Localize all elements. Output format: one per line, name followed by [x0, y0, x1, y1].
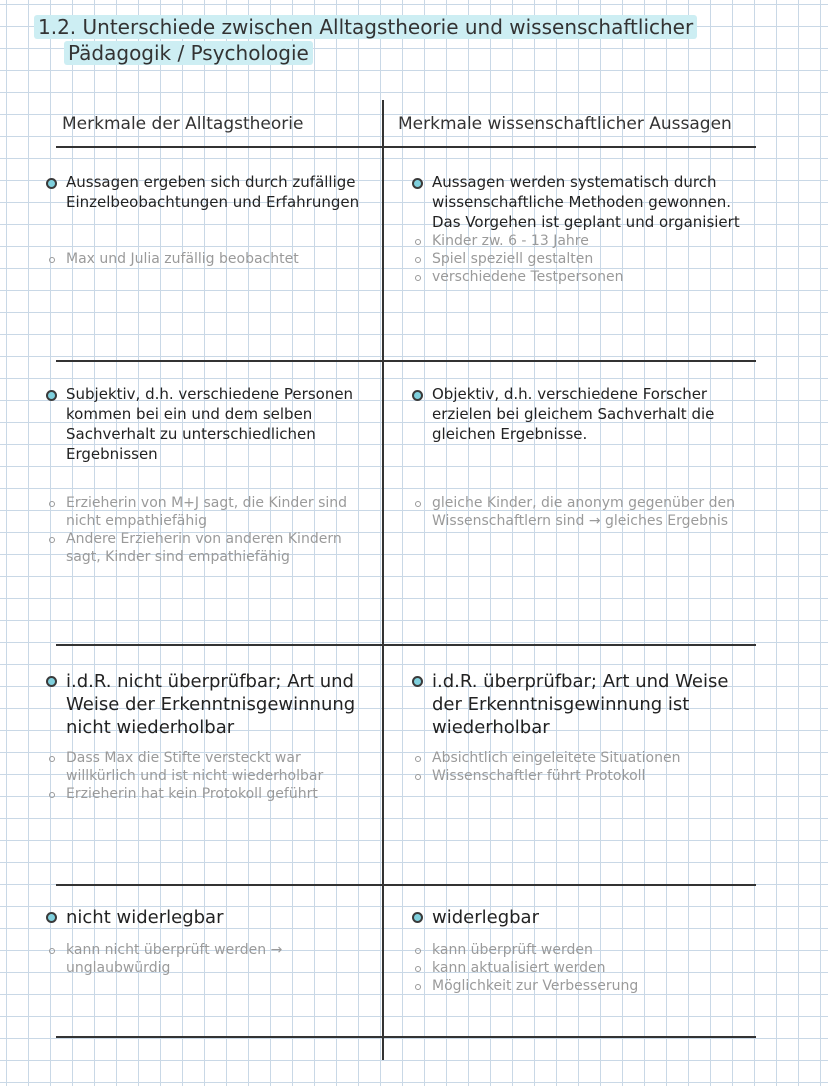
row1-left-cell [44, 172, 374, 268]
row3-left-example-1: Dass Max die Stifte versteckt war willkürlich und ist nicht wiederholbar [44, 749, 374, 785]
row1-right-example-3: verschiedene Testpersonen [410, 268, 755, 286]
header-wissenschaft: Merkmale wissenschaftlicher Aussagen [398, 114, 732, 134]
row3-right-cell [410, 670, 755, 785]
row1-right-cell [410, 172, 755, 286]
row4-right-example-2: kann aktualisiert werden [410, 959, 755, 977]
row2-left-cell [44, 384, 374, 566]
row2-left-example-2: Andere Erzieherin von anderen Kindern sagt, Kinder sind empathiefähig [44, 530, 374, 566]
page-title [34, 14, 774, 66]
row-divider-2 [56, 644, 756, 646]
row3-right-main: i.d.R. überprüfbar; Art und Weise der Erkenntnisgewinnung ist wiederholbar [410, 670, 755, 739]
row3-left-main: i.d.R. nicht überprüfbar; Art und Weise der Erkenntnisgewinnung nicht wiederholbar [44, 670, 374, 739]
row4-right-example-1: kann überprüft werden [410, 941, 755, 959]
title-line-2: Pädagogik / Psychologie [34, 40, 774, 66]
row1-left-main: Aussagen ergeben sich durch zufällige Einzelbeobachtungen und Erfahrungen [44, 172, 374, 212]
row2-left-main: Subjektiv, d.h. verschiedene Personen kommen bei ein und dem selben Sachverhalt zu unterschiedlichen Ergebnissen [44, 384, 374, 464]
row1-left-example-1: Max und Julia zufällig beobachtet [44, 250, 374, 268]
row-divider-3 [56, 884, 756, 886]
column-divider [382, 100, 384, 1060]
row4-left-example-1: kann nicht überprüft werden → unglaubwürdig [44, 941, 374, 977]
header-alltagstheorie: Merkmale der Alltagstheorie [62, 114, 304, 134]
row2-left-example-1: Erzieherin von M+J sagt, die Kinder sind nicht empathiefähig [44, 494, 374, 530]
row3-left-cell [44, 670, 374, 803]
row-divider-4 [56, 1036, 756, 1038]
row1-right-example-1: Kinder zw. 6 - 13 Jahre [410, 232, 755, 250]
row4-right-main: widerlegbar [410, 906, 755, 929]
title-line-1: 1.2. Unterschiede zwischen Alltagstheorie und wissenschaftlicher [34, 14, 774, 40]
row1-right-main: Aussagen werden systematisch durch wissenschaftliche Methoden gewonnen. Das Vorgehen ist geplant und organisiert [410, 172, 755, 232]
row2-right-cell [410, 384, 755, 530]
row-divider-1 [56, 360, 756, 362]
row1-right-example-2: Spiel speziell gestalten [410, 250, 755, 268]
row4-left-main: nicht widerlegbar [44, 906, 374, 929]
row3-left-example-2: Erzieherin hat kein Protokoll geführt [44, 785, 374, 803]
row4-left-cell [44, 906, 374, 977]
row2-right-main: Objektiv, d.h. verschiedene Forscher erzielen bei gleichem Sachverhalt die gleichen Ergebnisse. [410, 384, 755, 444]
row2-right-example-1: gleiche Kinder, die anonym gegenüber den Wissenschaftlern sind → gleiches Ergebnis [410, 494, 755, 530]
row4-right-cell [410, 906, 755, 995]
header-rule [56, 146, 756, 148]
row4-right-example-3: Möglichkeit zur Verbesserung [410, 977, 755, 995]
row3-right-example-1: Absichtlich eingeleitete Situationen [410, 749, 755, 767]
row3-right-example-2: Wissenschaftler führt Protokoll [410, 767, 755, 785]
